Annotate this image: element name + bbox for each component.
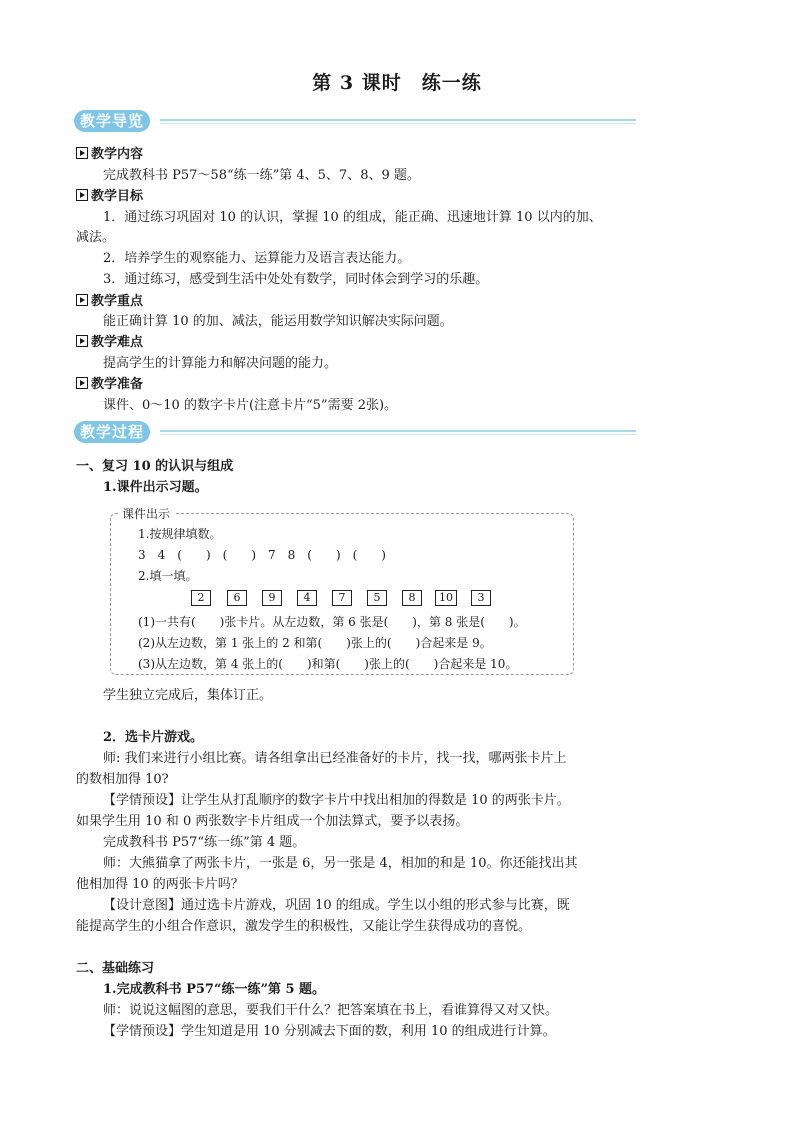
number-card: 7	[332, 590, 352, 606]
heading-prep	[76, 373, 143, 392]
heading-key	[76, 290, 143, 309]
box-sequence: 3 4 ( ) ( ) 7 8 ( ) ( )	[138, 548, 386, 562]
page-title: 第 3 课时 练一练	[312, 72, 482, 94]
goal-3: 3．通过练习，感受到生活中处处有数学，同时体会到学习的乐趣。	[103, 272, 489, 287]
p4-line-2: 他相加得 10 的两张卡片吗？	[76, 877, 244, 892]
difficulty-text: 提高学生的计算能力和解决问题的能力。	[103, 356, 338, 371]
box-line-1: (1)一共有( )张卡片。从左边数，第 6 张是( )，第 8 张是( )。	[138, 615, 526, 629]
heading-difficulty	[76, 331, 143, 350]
number-card: 5	[367, 590, 387, 606]
p2-line-2: 如果学生用 10 和 0 两张数字卡片组成一个加法算式，要予以表扬。	[76, 814, 469, 829]
prep-text: 课件、0～10 的数字卡片(注意卡片“5”需要 2张)。	[103, 398, 398, 413]
p2-line-1: 【学情预设】让学生从打乱顺序的数字卡片中找出相加的得数是 10 的两张卡片。	[103, 793, 570, 808]
section-label-process: 教学过程	[74, 421, 150, 443]
p1-line-1: 师: 我们来进行小组比赛。请各组拿出已经准备好的卡片，找一找，哪两张卡片上	[103, 751, 567, 766]
play-square-icon	[76, 294, 88, 306]
key-text: 能正确计算 10 的加、减法，能运用数学知识解决实际问题。	[103, 314, 453, 329]
heading-key-label: 教学重点	[91, 294, 144, 309]
section-divider	[160, 119, 636, 121]
part1-sub1: 1.课件出示习题。	[103, 480, 208, 495]
number-card: 10	[435, 590, 457, 606]
section-label-guide: 教学导览	[74, 110, 150, 132]
box-line-2: (2)从左边数，第 1 张上的 2 和第( )张上的( )合起来是 9。	[138, 636, 492, 650]
section-banner-process	[74, 421, 636, 447]
number-card: 3	[471, 590, 491, 606]
heading-content	[76, 143, 143, 162]
part2-p2: 【学情预设】学生知道是用 10 分别减去下面的数，利用 10 的组成进行计算。	[103, 1024, 556, 1039]
part1-heading: 一、复习 10 的认识与组成	[76, 459, 234, 474]
number-card: 4	[297, 590, 317, 606]
box-line-3: (3)从左边数，第 4 张上的( )和第( )张上的( )合起来是 10。	[138, 657, 518, 671]
goal-1-line-1: 1．通过练习巩固对 10 的认识，掌握 10 的组成，能正确、迅速地计算 10 以内的加、	[103, 210, 602, 225]
content-text: 完成教科书 P57～58“练一练”第 4、5、7、8、9 题。	[103, 168, 420, 183]
goal-1-line-2: 减法。	[76, 230, 116, 245]
number-card: 2	[191, 590, 211, 606]
heading-prep-label: 教学准备	[91, 377, 144, 392]
heading-goals	[76, 185, 143, 204]
play-square-icon	[76, 147, 88, 159]
section-banner-guide	[74, 110, 636, 136]
p4-line-1: 师：大熊猫拿了两张卡片，一张是 6，另一张是 4，相加的和是 10。你还能找出其	[103, 856, 578, 871]
p5-line-1: 【设计意图】通过选卡片游戏，巩固 10 的组成。学生以小组的形式参与比赛，既	[103, 898, 570, 913]
play-square-icon	[76, 377, 88, 389]
play-square-icon	[76, 189, 88, 201]
part2-sub1: 1.完成教科书 P57“练一练”第 5 题。	[103, 982, 326, 997]
section-divider	[160, 430, 636, 432]
p1-line-2: 的数相加得 10?	[76, 772, 169, 787]
section-divider-thin	[160, 434, 636, 435]
heading-content-label: 教学内容	[91, 147, 144, 162]
box-question-2: 2.填一填。	[138, 569, 198, 583]
courseware-tag: 课件出示	[118, 505, 174, 522]
number-card: 8	[402, 590, 422, 606]
heading-difficulty-label: 教学难点	[91, 335, 144, 350]
part2-p1: 师：说说这幅图的意思，要我们干什么？把答案填在书上，看谁算得又对又快。	[103, 1003, 559, 1018]
section-divider-thin	[160, 123, 636, 124]
goal-2: 2．培养学生的观察能力、运算能力及语言表达能力。	[103, 251, 411, 266]
number-card: 9	[262, 590, 282, 606]
part1-sub2: 2．选卡片游戏。	[103, 730, 204, 745]
after-box-text: 学生独立完成后，集体订正。	[103, 688, 273, 703]
heading-goals-label: 教学目标	[91, 189, 144, 204]
p5-line-2: 能提高学生的小组合作意识，激发学生的积极性，又能让学生获得成功的喜悦。	[76, 919, 532, 934]
box-question-1: 1.按规律填数。	[138, 527, 222, 541]
number-card: 6	[227, 590, 247, 606]
part2-heading: 二、基础练习	[76, 961, 155, 976]
p3: 完成教科书 P57“练一练”第 4 题。	[103, 835, 306, 850]
play-square-icon	[76, 335, 88, 347]
